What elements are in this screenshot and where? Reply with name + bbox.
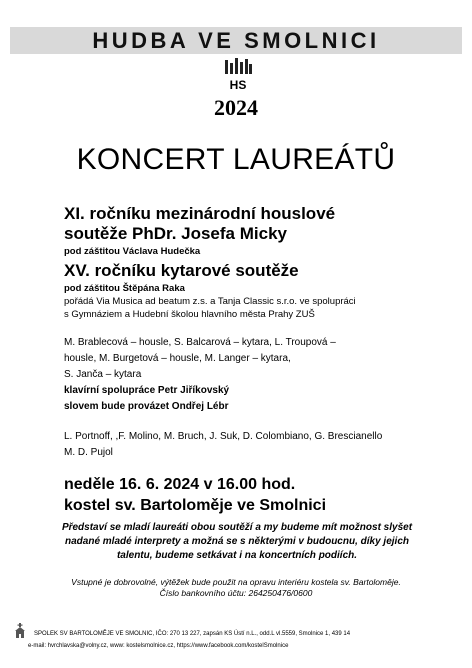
note-line1: Představí se mladí laureáti obou soutěží a my budeme mít možnost slyšet [61,522,413,533]
note-line3: talentu, budeme setkávat i na koncertních podiích. [116,550,358,561]
organizer-line2: s Gymnáziem a Hudební školou hlavního města Prahy ZUŠ [64,309,315,320]
footer-line1: SPOLEK SV BARTOLOMĚJE VE SMOLNIC, IČO: 270 13 227, zapsán KS Ústí n.L., odd.L vl.5559, Smolnice 1, 439 14 [34,631,351,637]
main-title: KONCERT LAUREÁTŮ [76,143,396,176]
event-datetime: neděle 16. 6. 2024 v 16.00 hod. [64,476,296,493]
composers-line2: M. D. Pujol [64,447,113,458]
competition1-line2: soutěže PhDr. Josefa Micky [64,224,287,243]
performers-line3: S. Janča – kytara [64,369,142,380]
composers-line1: L. Portnoff, ,F. Molino, M. Bruch, J. Suk, D. Colombiano, G. Brescianello [64,431,383,442]
church-icon [12,623,28,639]
performers-line2: housle, M. Burgetová – housle, M. Langer – kytara, [64,353,291,364]
hs-logo [222,58,254,96]
performers-line1: M. Brablecová – housle, S. Balcarová – kytara, L. Troupová – [64,337,336,348]
year: 2024 [214,95,258,120]
organ-pipes-icon [222,58,254,96]
organizer-line1: pořádá Via Musica ad beatum z.s. a Tanja Classic s.r.o. ve spolupráci [64,296,356,307]
piano-accompaniment: klavírní spolupráce Petr Jiříkovský [64,385,230,396]
competition2-line1: XV. ročníku kytarové soutěže [64,261,299,280]
logo-text: HS [229,78,247,92]
host: slovem bude provázet Ondřej Lébr [64,401,229,412]
competition1-patron: pod záštitou Václava Hudečka [64,246,201,257]
footer-contacts: e-mail: hvrchlavska@volny.cz, www: kostelsmolnice.cz, https://www.facebook.com/kostelSmolnice [28,643,289,649]
header-title: HUDBA VE SMOLNICI [92,28,380,53]
bank-account: Číslo bankovního účtu: 264250476/0600 [159,588,313,598]
note-line2: nadané mladé interprety a možná se s některými v budoucnu, díky jejich [65,536,409,547]
admission-line1: Vstupné je dobrovolné, výtěžek bude použit na opravu interiéru kostela sv. Bartoloměje. [71,577,401,587]
competition2-patron: pod záštitou Štěpána Raka [64,283,185,294]
competition1-line1: XI. ročníku mezinárodní houslové [64,204,336,223]
event-venue: kostel sv. Bartoloměje ve Smolnici [64,497,327,514]
